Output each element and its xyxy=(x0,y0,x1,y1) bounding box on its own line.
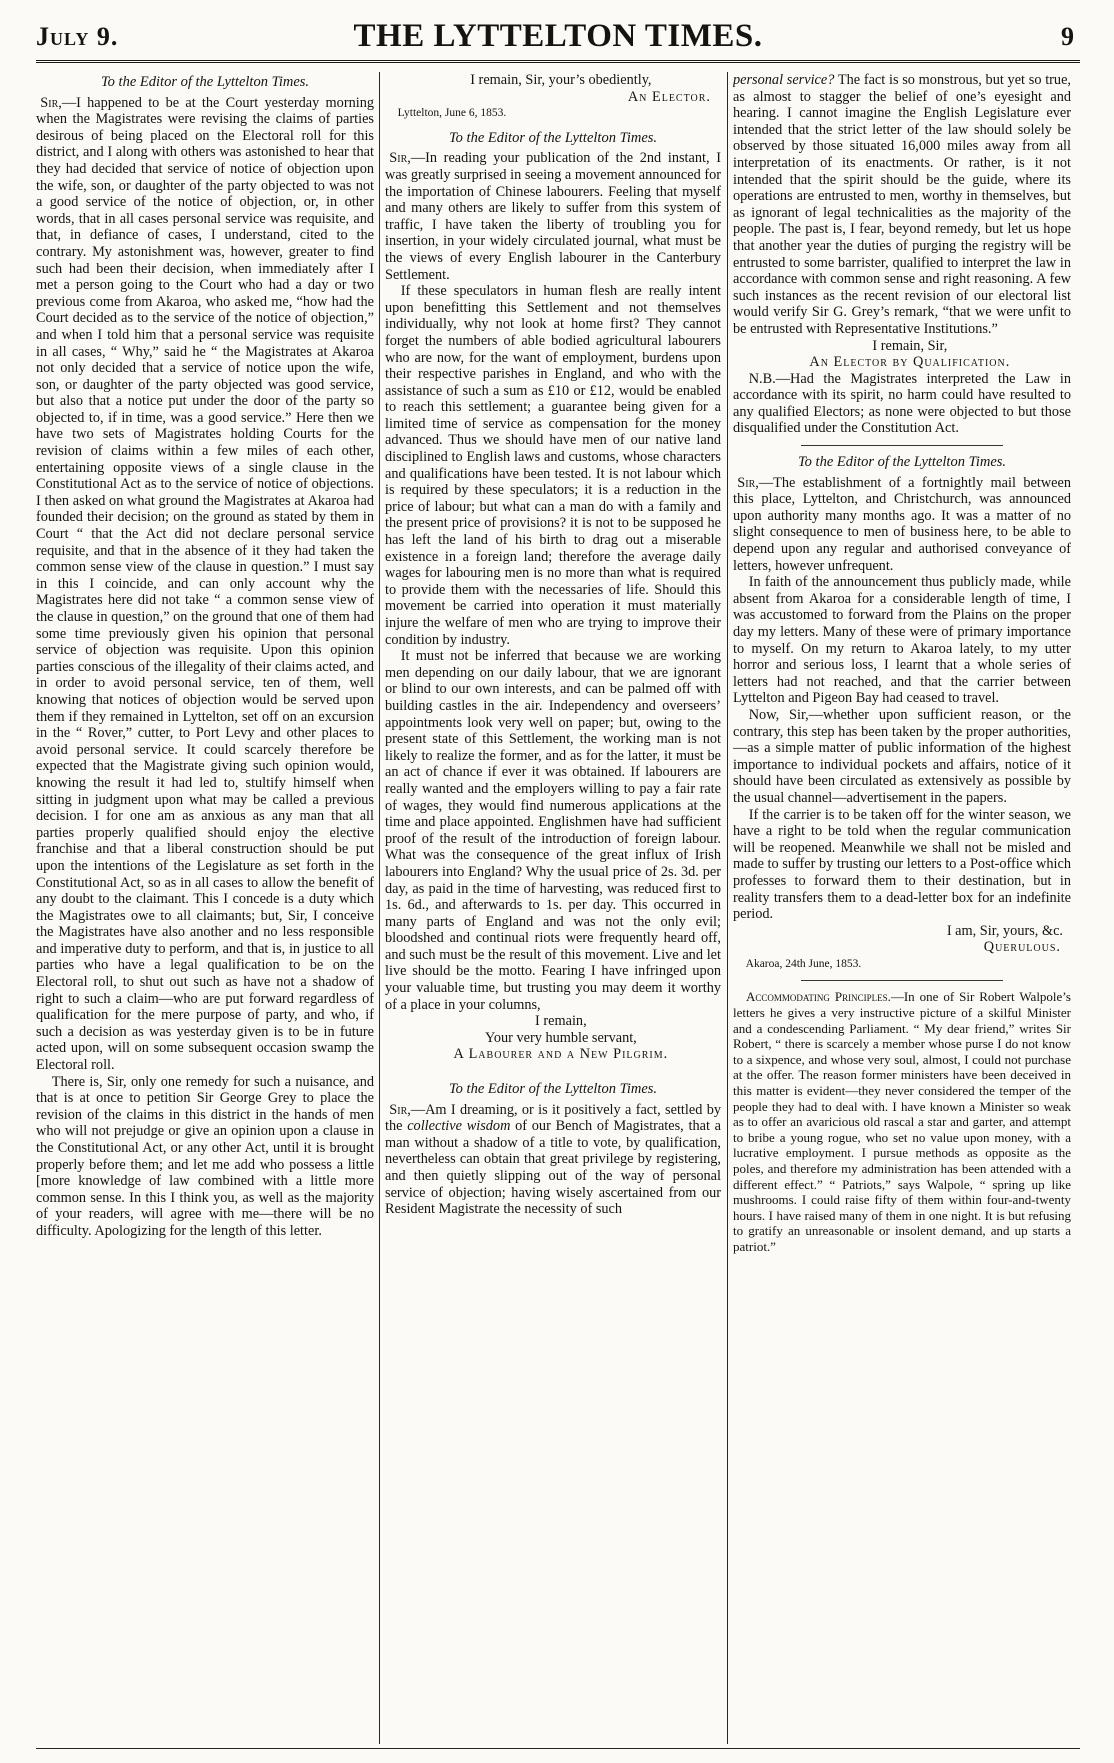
letter-remain: I remain, xyxy=(535,1013,587,1030)
column-1 xyxy=(36,72,374,1744)
letter-closing: Your very humble servant, xyxy=(484,1029,637,1046)
section-divider xyxy=(801,445,1004,446)
section-divider xyxy=(801,980,1004,981)
salutation: Sir, xyxy=(389,1101,411,1118)
letter-paragraph: Sir,—Am I dreaming, or is it positively a fact, settled by the collective wisdom of our Bench of Magistrates, that a man without a shadow of a title to vote, by qualification, nevertheless can obtain that great privilege by registering, and then quietly slipping out of the way of personal service of objection; having wisely ascertained from our Resident Magistrate the necessity of such xyxy=(385,1101,721,1218)
letter-paragraph: personal service? The fact is so monstrous, but yet so true, as almost to stagger the belief of one’s eyesight and hearing. I cannot imagine the English Legislature ever intended that the strict letter of the law should solely be observed by those situated 16,000 miles away from all interpretation of its enactments. Or rather, is it not intended that the spirit should be the guide, where its operations are entrusted to men, worthy in themselves, but as ignorant of legal technicalities as the majority of the people. The past is, I fear, beyond remedy, but let us hope that another year the duties of purging the registry will be entrusted to some barrister, qualified to interpret the law in accordance with common sense and right reasoning. A few such instances as the recent revision of our electoral list would verify Sir G. Grey’s remark, “that we were unfit to be entrusted with Representative Institutions.” xyxy=(733,72,1071,337)
masthead xyxy=(36,10,1080,63)
news-item xyxy=(733,989,1071,1254)
letter-paragraph: Sir,—I happened to be at the Court yesterday morning when the Magistrates were revising the claims of parties desirous of being placed on the Electoral roll for this district, and I along with others was astonished to hear that they had decided that service of notice of objection upon the wife, son, or daughter of the party objected to was not a good service of the notice of objection, or, in other words, that in all cases personal service was requisite, and that, in defiance of cases, I understand, cited to the contrary. My astonishment was, however, greater to find such had been their decision, when immediately after I met a person going to the Court who had a day or two previous come from Akaroa, who asked me, “how had the Court decided as to the service of the notice of objection,” and when I told him that a personal service was requisite in all cases, “ Why,” said he “ the Magistrates at Akaroa not only decided that a service of notice upon the wife, son, or daughter of the party objected was good service, but also that a notice put under the door of the party so objected to, if in time, was a good service.” Here then we have two sets of Magistrates holding Courts for the revision of claims within a few miles of each other, entertaining opposite views of a single clause in the Constitutional Act as to the service of notice of objections. I then asked on what ground the Magistrates at Akaroa had founded their decision; on the ground as stated by them in Court “ that the Act did not declare personal service requisite, and that in the absence of it they had taken the common sense view of the clause in question.” I must say in this I coincide, and can only account why the Magistrates here did not take “ a common sense view of the clause in question,” on the ground that one of them had some time previously given his opinion that personal service of objection was requisite. Upon this opinion parties conscious of the illegality of their claims acted, and in order to avoid personal service, ten of them, well knowing that notices of objection would be served upon them if they remained in Lyttelton, set off on an excursion in the “ Rover,” cutter, to Port Levy and other places to avoid personal service. It could scarcely therefore be expected that the Magistrate giving such opinion would, knowing the result it had led to, stultify himself when sitting in judgment upon what may be called a previous decision. I for one am as anxious as any man that all parties properly qualified should enjoy the elective franchise and that a liberal construction should be put upon the intentions of the Legislature as set forth in the Constitutional Act, so as in all cases to allow the benefit of any doubt to the claimant. This I concede is a duty which the Magistrates owe to all claimants; but, Sir, I conceive the Magistrates have also another and no less responsible and imperative duty to perform, and that is, in justice to all parties who have a legal qualification to be on the Electoral roll, to shut out such as have not a shadow of right to such a claim—who are put forward regardless of qualification for the mere purpose of party, and who, if such a decision as was yesterday given is to be in future acted upon, will on some subsequent occasion swamp the Electoral roll. xyxy=(36,94,374,1074)
letter-closing: I am, Sir, yours, &c. xyxy=(946,922,1063,939)
column-3 xyxy=(733,72,1071,1744)
letter-dateline: Lyttelton, June 6, 1853. xyxy=(397,107,507,120)
letter-heading: To the Editor of the Lyttelton Times. xyxy=(797,454,1007,471)
letter-paragraph: Now, Sir,—whether upon sufficient reason, or the contrary, this step has been taken by the proper authorities,—as a simple matter of public information of the highest importance to individual pockets and affairs, notice of it should have been circulated as extensively as possible by the usual channel—advertisement in the papers. xyxy=(733,706,1071,806)
letter-signature: An Elector by Qualification. xyxy=(809,354,1011,371)
column-rule xyxy=(727,72,728,1744)
letter-heading: To the Editor of the Lyttelton Times. xyxy=(448,1081,658,1098)
news-paragraph: Accommodating Principles.—In one of Sir Robert Walpole’s letters he gives a very instructive picture of a skilful Minister and a condescending Parliament. “ My dear friend,” writes Sir Robert, “ there is scarcely a member whose purse I do not know to a sixpence, and whose very soul, almost, I could not purchase at the offer. The reason former ministers have been deceived in this matter is evident—they never considered the temper of the people they had to deal with. I have known a Minister so weak as to offer an avaricious old rascal a star and garter, and attempt to bribe a young rogue, who set no value upon money, with a lucrative employment. I pursue methods as opposite as the poles, and therefore my administration has been attended with a different effect.” “ Patriots,” says Walpole, “ spring up like mushrooms. I could raise fifty of them within four-and-twenty hours. I have raised many of them in one night. It is but refusing to gratify an unreasonable or insolent demand, and up starts a patriot.” xyxy=(733,989,1071,1254)
page-number: 9 xyxy=(1061,22,1074,51)
letter-paragraph: There is, Sir, only one remedy for such a nuisance, and that is at once to petition Sir George Grey to place the revision of the claims in this district in the hands of men who will not prejudge or give an opinion upon a clause in the Constitutional Act, or any other Act, until it is brought properly before them; and let me add who possess a little [more knowledge of law combined with a little more common sense. In this I think you, as well as the majority of your readers, will agree with me—there will be no difficulty. Apologizing for the length of this letter. xyxy=(36,1073,374,1239)
letter-signature: Querulous. xyxy=(983,939,1061,956)
letter-heading: To the Editor of the Lyttelton Times. xyxy=(100,74,310,90)
salutation: Sir, xyxy=(40,94,62,111)
newspaper-title: THE LYTTELTON TIMES. xyxy=(353,18,763,54)
letter-closing: I remain, Sir, your’s obediently, xyxy=(470,72,652,88)
letter-paragraph: It must not be inferred that because we are working men depending on our daily labour, that we are ignorant or blind to our own interests, and can be palmed off with building castles in the air. Independency and overseers’ appointments look very well on paper; but, owing to the present state of this Settlement, the working man is not likely to realize the former, and as for the latter, it must be an act of chance if ever it was obtained. If labourers are really wanted and the employers willing to pay a fair rate of wages, they would find numerous applications at the time and place appointed. Englishmen have had sufficient proof of the result of the introduction of foreign labour. What was the consequence of the great influx of Irish labourers into England? Why the usual price of 2s. 3d. per day, as paid in the time of harvesting, was reduced first to 1s. 6d., and afterwards to 1s. per day. This occurred in many parts of England and was not the only evil; bloodshed and continual riots were frequently heard off, and such must be the result of this movement. Live and let live should be the motto. Fearing I have infringed upon your valuable time, but trusting you may deem it worthy of a place in your columns, xyxy=(385,648,721,1013)
letter-dateline: Akaroa, 24th June, 1853. xyxy=(745,957,862,970)
letter-paragraph: If the carrier is to be taken off for the winter season, we have a right to be told when the regular communication will be reopened. Meanwhile we shall not be misled and made to suffer by trusting our letters to a Post-office which professes to forward them to their destination, but in reality transfers them to a dead-letter box for an indefinite period. xyxy=(733,806,1071,923)
column-2 xyxy=(385,72,721,1744)
letter-paragraph: Sir,—The establishment of a fortnightly mail between this place, Lyttelton, and Christchurch, was announced upon authority many months ago. It was a matter of no slight consequence to men of business here, to be able to depend upon any regular and authorised conveyance of letters, however unfrequent. xyxy=(733,474,1071,574)
postscript: N.B.—Had the Magistrates interpreted the Law in accordance with its spirit, no harm could have resulted to any qualified Electors; as none were objected to but those disqualified under the Constitution Act. xyxy=(733,370,1071,437)
letter-paragraph: If these speculators in human flesh are really intent upon benefitting this Settlement and not themselves individually, why not look at home first? They cannot forget the numbers of able bodied agricultural labourers who are now, for the want of employment, burdens upon their respective parishes in England, and who with the assistance of such a sum as £10 or £12, would be enabled to reach this settlement; a guarantee being given for a limited time of service as compensation for the money advanced. Thus we should have men of our native land disciplined to English laws and customs, whose characters and qualifications have been tested. It is not labour which is required by these speculators; it is a reduction in the price of labour; but what can a man do with a family and the present price of provisions? it is not to be supposed he has left the land of his birth to drag out a miserable existence in a foreign land; therefore the average daily wages for labouring men is no more than what is required to provide them with the necessaries of life. Should this movement be carried into operation it must materially injure the welfare of men who are trying to improve their condition by industry. xyxy=(385,283,721,648)
letter-closing: I remain, Sir, xyxy=(872,337,948,354)
postscript-label: N.B. xyxy=(748,370,776,387)
letter-paragraph: Sir,—In reading your publication of the 2nd instant, I was greatly surprised in seeing a movement announced for the importation of Chinese labourers. Feeling that myself and many others are likely to suffer from this system of traffic, I have taken the liberty of troubling you for insertion, in your widely circulated journal, what must be the views of every English labourer in the Canterbury Settlement. xyxy=(385,150,721,283)
letter-signature: A Labourer and a New Pilgrim. xyxy=(453,1046,669,1063)
letter-paragraph: In faith of the announcement thus publicly made, while absent from Akaroa for a considerable length of time, I was accustomed to forward from the Plains on the proper day my letters. Many of these were of primary importance to myself. On my return to Akaroa lately, to my utter horror and serious loss, I learnt that a whole series of letters had not reached, and that the carrier between Lyttelton and Pigeon Bay had ceased to travel. xyxy=(733,574,1071,707)
letter-signature: An Elector. xyxy=(627,88,711,105)
salutation: Sir, xyxy=(737,474,759,491)
column-rule xyxy=(379,72,380,1744)
issue-date: July 9. xyxy=(36,22,119,51)
letter-heading: To the Editor of the Lyttelton Times. xyxy=(448,129,658,146)
salutation: Sir, xyxy=(389,150,411,167)
bottom-rule xyxy=(36,1748,1080,1749)
news-title: Accommodating Principles. xyxy=(746,989,891,1005)
